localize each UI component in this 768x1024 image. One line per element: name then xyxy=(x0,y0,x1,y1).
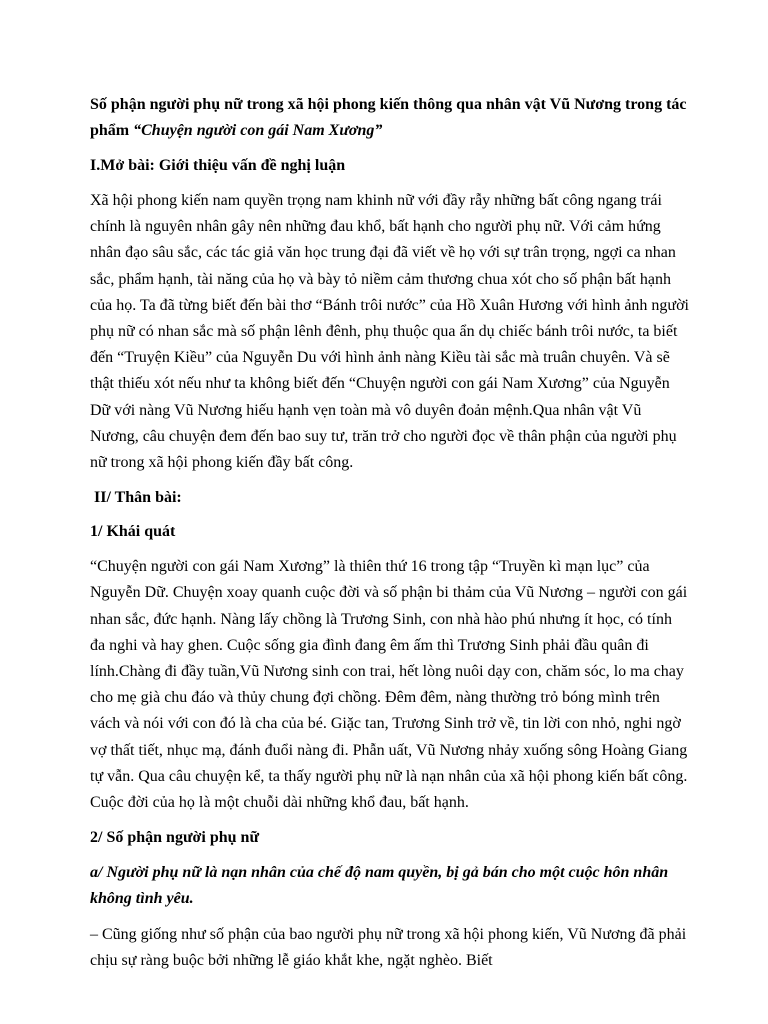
heading-overview: 1/ Khái quát xyxy=(90,523,176,541)
document-title xyxy=(90,92,690,144)
document-page xyxy=(90,92,690,985)
overview-paragraph: “Chuyện người con gái Nam Xương” là thiên thứ 16 trong tập “Truyền kì mạn lục” của Nguyễn Dữ. Chuyện xoay quanh cuộc đời và số phận bi thảm của Vũ Nương – người con gái nhan sắc, đức hạnh. Nàng lấy chồng là Trương Sinh, con nhà hào phú nhưng ít học, có tính đa nghi và hay ghen. Cuộc sống gia đình đang êm ấm thì Trương Sinh phải đầu quân đi lính.Chàng đi đầy tuần,Vũ Nương sinh con trai, hết lòng nuôi dạy con, chăm sóc, lo ma chay cho mẹ già chu đáo và thủy chung đợi chồng. Đêm đêm, nàng thường trỏ bóng mình trên vách và nói với con đó là cha của bé. Giặc tan, Trương Sinh trở về, tin lời con nhỏ, nghi ngờ vợ thất tiết, nhục mạ, đánh đuổi nàng đi. Phẫn uất, Vũ Nương nhảy xuống sông Hoàng Giang tự vẫn. Qua câu chuyện kể, ta thấy người phụ nữ là nạn nhân của xã hội phong kiến bất công. Cuộc đời của họ là một chuỗi dài những khổ đau, bất hạnh. xyxy=(90,558,688,812)
heading-fate: 2/ Số phận người phụ nữ xyxy=(90,829,260,847)
document-title-work: “Chuyện người con gái Nam Xương” xyxy=(133,122,383,139)
document-title-text: Số phận người phụ nữ trong xã hội phong kiến thông qua nhân vật Vũ Nương trong tác phẩm xyxy=(90,96,687,139)
intro-paragraph: Xã hội phong kiến nam quyền trọng nam khinh nữ với đầy rẫy những bất công ngang trái chính là nguyên nhân gây nên những đau khổ, bất hạnh cho người phụ nữ. Với cảm hứng nhân đạo sâu sắc, các tác giả văn học trung đại đã viết về họ với sự trân trọng, ngợi ca nhan sắc, phẩm hạnh, tài năng của họ và bày tỏ niềm cảm thương chua xót cho số phận bất hạnh của họ. Ta đã từng biết đến bài thơ “Bánh trôi nước” của Hồ Xuân Hương với hình ảnh người phụ nữ có nhan sắc mà số phận lênh đênh, phụ thuộc qua ẩn dụ chiếc bánh trôi nước, ta biết đến “Truyện Kiều” của Nguyễn Du với hình ảnh nàng Kiều tài sắc mà truân chuyên. Và sẽ thật thiếu xót nếu như ta không biết đến “Chuyện người con gái Nam Xương” của Nguyễn Dữ với nàng Vũ Nương hiếu hạnh vẹn toàn mà vô duyên đoản mệnh.Qua nhân vật Vũ Nương, câu chuyện đem đến bao suy tư, trăn trở cho người đọc về thân phận của người phụ nữ trong xã hội phong kiến đầy bất công. xyxy=(90,192,689,472)
fate-paragraph: – Cũng giống như số phận của bao người phụ nữ trong xã hội phong kiến, Vũ Nương đã phải chịu sự ràng buộc bởi những lễ giáo khắt khe, ngặt nghèo. Biết xyxy=(90,926,687,970)
heading-body: II/ Thân bài: xyxy=(94,489,182,507)
heading-fate-a: a/ Người phụ nữ là nạn nhân của chế độ nam quyền, bị gả bán cho một cuộc hôn nhân không tình yêu. xyxy=(90,864,669,908)
heading-intro: I.Mở bài: Giới thiệu vấn đề nghị luận xyxy=(90,157,346,174)
